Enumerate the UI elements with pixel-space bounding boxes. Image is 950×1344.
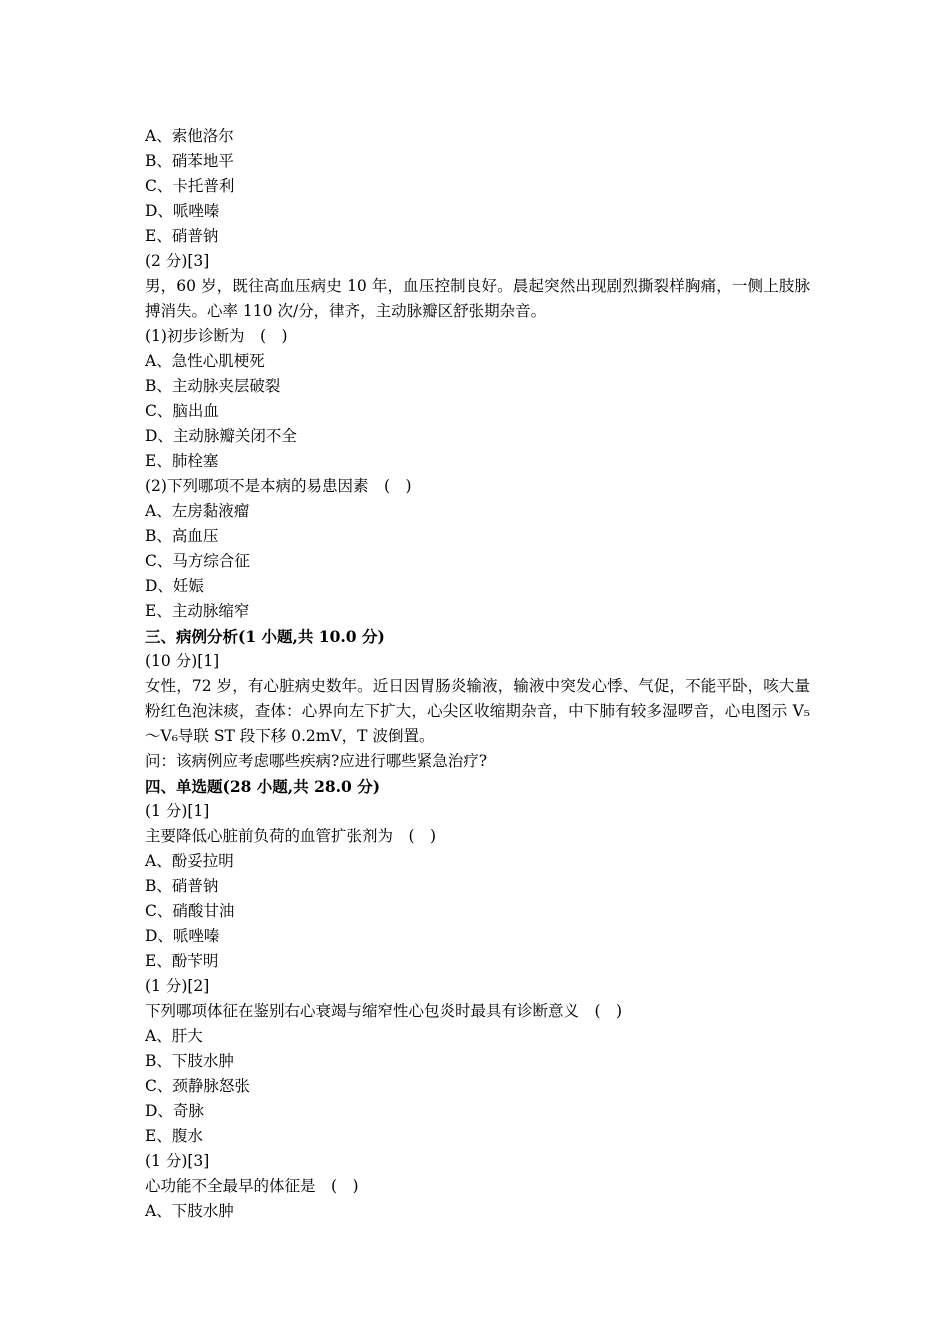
question-score: (10 分)[1] [145, 652, 220, 670]
answer-option: A、索他洛尔 [145, 127, 234, 145]
answer-option: A、左房黏液瘤 [145, 502, 250, 520]
answer-option: E、酚苄明 [145, 952, 219, 970]
question-score: (2 分)[3] [145, 252, 210, 270]
section-heading: 三、病例分析(1 小题,共 10.0 分) [145, 627, 385, 646]
answer-option: B、高血压 [145, 527, 219, 545]
answer-option: A、肝大 [145, 1027, 203, 1045]
question-text: 问：该病例应考虑哪些疾病?应进行哪些紧急治疗? [145, 752, 488, 770]
question-text: (2)下列哪项不是本病的易患因素 ( ) [145, 477, 412, 495]
answer-option: D、主动脉瓣关闭不全 [145, 427, 297, 445]
question-text: (1)初步诊断为 ( ) [145, 327, 288, 345]
question-score: (1 分)[3] [145, 1152, 210, 1170]
answer-option: A、下肢水肿 [145, 1202, 234, 1220]
answer-option: E、肺栓塞 [145, 452, 219, 470]
question-text: 心功能不全最早的体征是 ( ) [145, 1177, 359, 1195]
answer-option: E、主动脉缩窄 [145, 602, 250, 620]
answer-option: A、酚妥拉明 [145, 852, 234, 870]
case-description: 女性，72 岁，有心脏病史数年。近日因胃肠炎输液，输液中突发心悸、气促，不能平卧，咳大量粉红色泡沫痰，查体：心界向左下扩大，心尖区收缩期杂音，中下肺有较多湿啰音，心电图示 V₅～V₆导联 ST 段下移 0.2mV，T 波倒置。 [145, 677, 810, 745]
answer-option: A、急性心肌梗死 [145, 352, 265, 370]
answer-option: C、硝酸甘油 [145, 902, 235, 920]
answer-option: C、脑出血 [145, 402, 219, 420]
answer-option: D、哌唑嗪 [145, 927, 220, 945]
answer-option: D、妊娠 [145, 577, 204, 595]
answer-option: E、腹水 [145, 1127, 203, 1145]
question-text: 主要降低心脏前负荷的血管扩张剂为 ( ) [145, 827, 437, 845]
answer-option: B、下肢水肿 [145, 1052, 234, 1070]
answer-option: B、主动脉夹层破裂 [145, 377, 281, 395]
question-text: 下列哪项体征在鉴别右心衰竭与缩窄性心包炎时最具有诊断意义 ( ) [145, 1002, 623, 1020]
section-heading: 四、单选题(28 小题,共 28.0 分) [145, 777, 381, 796]
answer-option: C、卡托普利 [145, 177, 235, 195]
answer-option: D、哌唑嗪 [145, 202, 220, 220]
question-score: (1 分)[1] [145, 802, 210, 820]
answer-option: C、马方综合征 [145, 552, 250, 570]
answer-option: B、硝苯地平 [145, 152, 234, 170]
question-score: (1 分)[2] [145, 977, 210, 995]
answer-option: D、奇脉 [145, 1102, 204, 1120]
answer-option: C、颈静脉怒张 [145, 1077, 250, 1095]
case-description: 男，60 岁，既往高血压病史 10 年，血压控制良好。晨起突然出现剧烈撕裂样胸痛，一侧上肢脉搏消失。心率 110 次/分，律齐，主动脉瓣区舒张期杂音。 [145, 277, 810, 320]
answer-option: E、硝普钠 [145, 227, 219, 245]
answer-option: B、硝普钠 [145, 877, 219, 895]
